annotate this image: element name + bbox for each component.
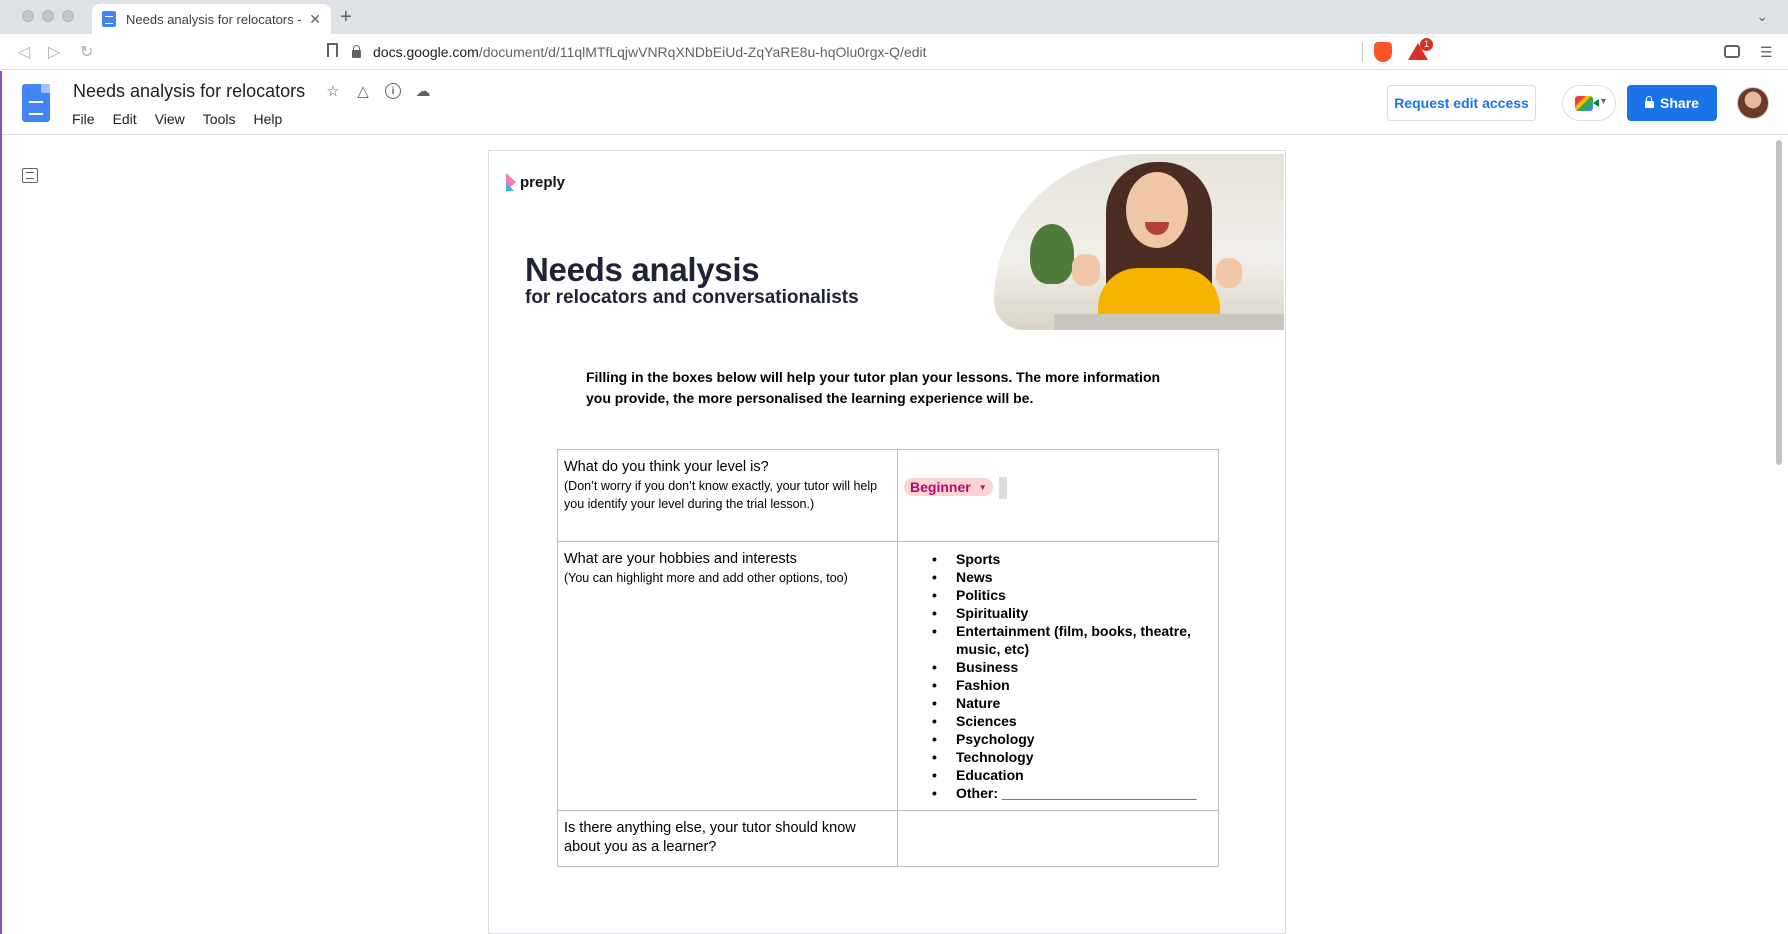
meet-button[interactable] [1562, 85, 1616, 121]
hero-photo [994, 154, 1284, 330]
tab-search-chevron-icon[interactable]: ⌄ [1756, 8, 1768, 24]
list-item[interactable]: • Spirituality [932, 604, 1212, 622]
preply-wordmark: preply [520, 173, 566, 191]
star-icon[interactable]: ☆ [326, 83, 340, 100]
new-tab-icon[interactable]: + [340, 6, 352, 28]
table-row [558, 811, 1219, 867]
question-text: Is there anything else, your tutor should know about you as a learner? [564, 820, 856, 855]
menu-file[interactable]: File [72, 111, 95, 127]
menu-help[interactable]: Help [253, 111, 283, 127]
page-heading: Needs analysis [525, 251, 760, 288]
document-title[interactable]: Needs analysis for relocators [73, 81, 306, 101]
docs-header [0, 71, 1788, 135]
move-to-drive-icon[interactable]: △ [357, 83, 369, 100]
minimize-window-icon[interactable] [42, 10, 54, 22]
url-host: docs.google.com [373, 44, 479, 60]
question-note: (You can highlight more and add other options, too) [564, 571, 848, 585]
preply-logo [506, 173, 565, 191]
answer-cell[interactable] [898, 542, 1219, 811]
list-item[interactable]: • Psychology [932, 730, 1212, 748]
toolbar-divider [1362, 42, 1363, 62]
level-dropdown-chip[interactable] [904, 478, 993, 496]
request-edit-access-button[interactable]: Request edit access [1387, 85, 1536, 121]
tab-title: Needs analysis for relocators - [126, 11, 302, 27]
share-label: Share [1660, 95, 1699, 111]
share-button[interactable] [1627, 85, 1717, 121]
rewards-badge: 1 [1420, 38, 1433, 51]
question-cell[interactable] [558, 542, 898, 811]
lock-icon [352, 50, 361, 58]
document-outline-icon[interactable] [22, 168, 38, 183]
cloud-status-icon[interactable]: ☁ [415, 83, 431, 100]
meet-camera-icon [1575, 96, 1593, 111]
maximize-window-icon[interactable] [62, 10, 74, 22]
document-info-icon[interactable]: i [385, 83, 401, 99]
browser-toolbar [0, 34, 1788, 70]
list-item[interactable]: • News [932, 568, 1212, 586]
menu-view[interactable]: View [154, 111, 185, 127]
question-text: What do you think your level is? [564, 459, 769, 475]
list-item[interactable]: • Education [932, 766, 1212, 784]
question-cell[interactable] [558, 811, 898, 867]
url-path: /document/d/11qlMTfLqjwVNRqXNDbEiUd-ZqYaRE8u-hqOlu0rgx-Q/edit [478, 44, 927, 60]
reload-icon[interactable]: ↻ [80, 44, 94, 61]
text-cursor [999, 477, 1007, 499]
list-item[interactable]: • Nature [932, 694, 1212, 712]
list-item[interactable]: • Business [932, 658, 1212, 676]
chip-dropdown-icon: ▼ [978, 482, 987, 492]
page-subheading: for relocators and conversationalists [525, 287, 859, 308]
forward-icon[interactable]: ▷ [48, 44, 61, 61]
question-cell[interactable] [558, 450, 898, 542]
table-row [558, 542, 1219, 811]
browser-menu-icon[interactable]: ☰ [1760, 44, 1773, 60]
docs-menu-bar [72, 111, 282, 127]
menu-tools[interactable]: Tools [202, 111, 236, 127]
list-item[interactable]: • Other: _________________________ [932, 784, 1212, 802]
intro-paragraph: Filling in the boxes below will help your tutor plan your lessons. The more information you provide, the more personalised the learning experience will be. [586, 369, 1161, 406]
wallet-icon[interactable] [1724, 45, 1740, 58]
brave-shields-icon[interactable] [1374, 42, 1392, 62]
list-item[interactable]: • Fashion [932, 676, 1212, 694]
table-row [558, 450, 1219, 542]
list-item[interactable]: • Entertainment (film, books, theatre, music, etc) [932, 622, 1212, 658]
bookmark-icon[interactable] [327, 43, 338, 57]
browser-tab[interactable] [92, 4, 331, 34]
document-page [488, 150, 1286, 934]
meet-dropdown-icon: ▾ [1601, 96, 1607, 107]
share-lock-icon [1645, 101, 1654, 108]
menu-edit[interactable]: Edit [112, 111, 137, 127]
hobbies-list [932, 550, 1212, 802]
tab-close-icon[interactable]: ✕ [309, 10, 321, 27]
answer-cell[interactable] [898, 450, 1219, 542]
answer-cell[interactable] [898, 811, 1219, 867]
back-icon[interactable]: ◁ [18, 44, 31, 61]
account-avatar[interactable] [1737, 87, 1769, 119]
list-item[interactable]: • Sports [932, 550, 1212, 568]
window-edge [0, 71, 2, 934]
address-bar[interactable] [352, 39, 1364, 65]
list-item[interactable]: • Technology [932, 748, 1212, 766]
question-text: What are your hobbies and interests [564, 551, 797, 567]
preply-mark-icon [506, 173, 516, 191]
list-item[interactable]: • Politics [932, 586, 1212, 604]
browser-tab-bar [0, 0, 1788, 34]
level-chip-label: Beginner [910, 479, 971, 495]
close-window-icon[interactable] [22, 10, 34, 22]
list-item[interactable]: • Sciences [932, 712, 1212, 730]
docs-favicon-icon [102, 11, 116, 27]
title-actions [325, 83, 431, 99]
page-scrollbar[interactable] [1776, 140, 1782, 465]
question-note: (Don’t worry if you don’t know exactly, your tutor will help you identify your level during the trial lesson.) [564, 479, 878, 511]
questions-table [557, 449, 1219, 867]
docs-home-icon[interactable] [22, 84, 50, 122]
